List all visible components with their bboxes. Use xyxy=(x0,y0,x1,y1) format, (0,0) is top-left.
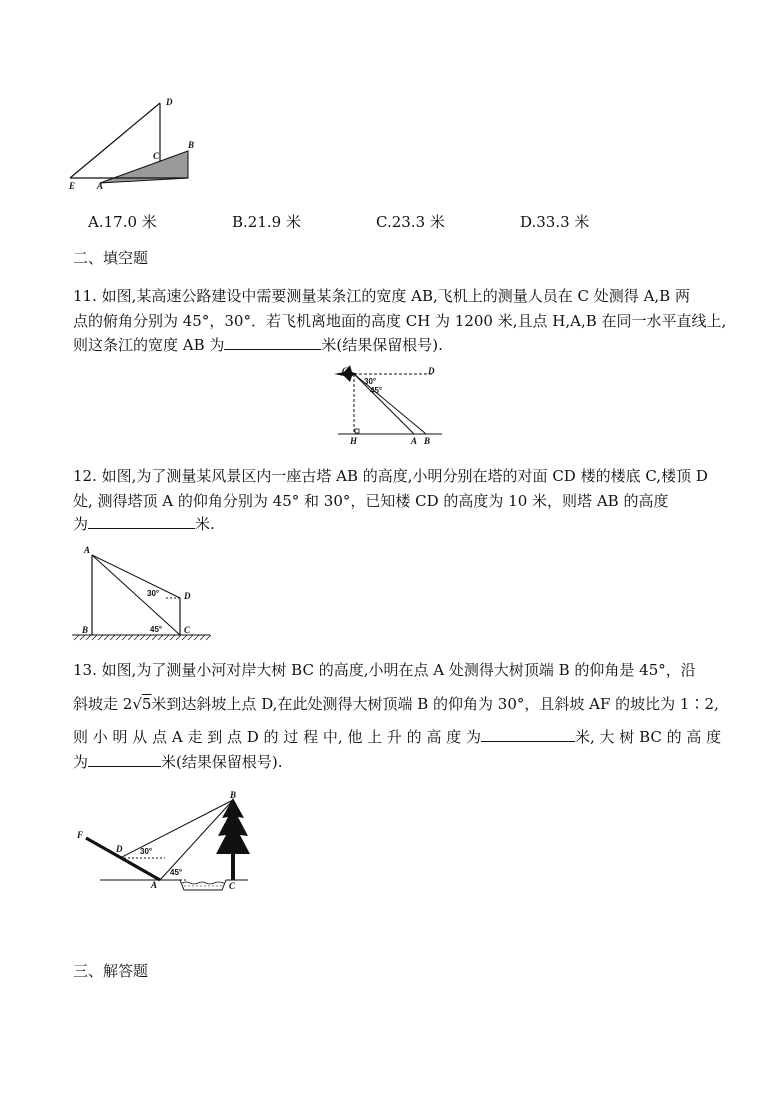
label-f: F xyxy=(77,830,84,840)
q12-line1: 12. 如图,为了测量某风景区内一座古塔 AB 的高度,小明分别在塔的对面 CD 楼的楼底 C,楼顶 D xyxy=(73,467,708,485)
q13-answer-blank-2[interactable] xyxy=(88,751,161,767)
label-d: D xyxy=(428,366,435,376)
q13-line2-pre: 斜坡走 2 xyxy=(73,695,133,713)
q11-line3-post: 米(结果保留根号). xyxy=(321,336,443,354)
option-a: A.17.0 米 xyxy=(88,213,157,231)
label-b: B xyxy=(424,436,431,446)
q11-line1: 11. 如图,某高速公路建设中需要测量某条江的宽度 AB,飞机上的测量人员在 C 处测得 A,B 两 xyxy=(73,287,690,305)
figure-q13 xyxy=(72,788,262,893)
q12-answer-blank[interactable] xyxy=(88,513,195,529)
angle-45: 45° xyxy=(370,386,383,395)
q13-line2 xyxy=(73,693,719,715)
label-h: H xyxy=(350,436,358,446)
label-a: A xyxy=(97,181,104,191)
q13-line3-post: 米, 大 树 BC 的 高 度 xyxy=(575,728,722,746)
option-b: B.21.9 米 xyxy=(232,213,301,231)
angle-45: 45° xyxy=(150,625,163,634)
label-a: A xyxy=(84,545,91,555)
q12-line3-pre: 为 xyxy=(73,515,89,533)
label-e: E xyxy=(69,181,76,191)
figure-q12-svg xyxy=(70,543,215,643)
label-d: D xyxy=(166,97,173,107)
q11-line3 xyxy=(73,334,443,356)
option-d: D.33.3 米 xyxy=(520,213,590,231)
option-c: C.23.3 米 xyxy=(376,213,445,231)
label-c: C xyxy=(184,625,191,635)
label-d: D xyxy=(184,591,191,601)
figure-q11 xyxy=(330,362,450,452)
figure-q12 xyxy=(70,543,215,643)
label-a: A xyxy=(151,880,158,890)
q13-line1: 13. 如图,为了测量小河对岸大树 BC 的高度,小明在点 A 处测得大树顶端 B 的仰角是 45°，沿 xyxy=(73,661,696,679)
q11-answer-blank[interactable] xyxy=(224,334,321,350)
label-b: B xyxy=(188,140,195,150)
q12-line3 xyxy=(73,513,215,535)
q11-line2: 点的俯角分别为 45°，30°．若飞机离地面的高度 CH 为 1200 米,且点 H,A,B 在同一水平直线上, xyxy=(73,312,727,330)
tree-icon xyxy=(216,798,250,880)
figure-q10 xyxy=(60,95,200,195)
q13-line4 xyxy=(73,751,283,773)
figure-q13-svg xyxy=(72,788,262,893)
angle-45: 45° xyxy=(170,868,183,877)
label-b: B xyxy=(82,625,89,635)
angle-30: 30° xyxy=(140,847,153,856)
angle-30: 30° xyxy=(364,377,377,386)
label-c: C xyxy=(153,151,160,161)
label-b: B xyxy=(230,790,237,800)
q13-line4-post: 米(结果保留根号). xyxy=(161,753,283,771)
section-title-fill-in: 二、填空题 xyxy=(73,249,149,267)
q12-line3-post: 米. xyxy=(195,515,215,533)
q13-line3 xyxy=(73,726,721,748)
angle-30: 30° xyxy=(147,589,160,598)
label-d: D xyxy=(116,844,123,854)
figure-q10-svg xyxy=(60,95,200,195)
q13-line4-pre: 为 xyxy=(73,753,89,771)
q13-answer-blank-1[interactable] xyxy=(481,726,575,742)
sqrt-symbol: √5 xyxy=(132,695,152,713)
q12-line2: 处, 测得塔顶 A 的仰角分别为 45° 和 30°，已知楼 CD 的高度为 10 米，则塔 AB 的高度 xyxy=(73,492,669,510)
sqrt-radicand: 5 xyxy=(141,695,152,713)
q11-line3-pre: 则这条江的宽度 AB 为 xyxy=(73,336,225,354)
section-title-answers: 三、解答题 xyxy=(73,962,149,980)
q13-line2-post: 米到达斜坡上点 D,在此处测得大树顶端 B 的仰角为 30°，且斜坡 AF 的坡比为 1∶2, xyxy=(151,695,719,713)
label-c: C xyxy=(342,366,349,376)
label-c: C xyxy=(229,881,236,891)
label-a: A xyxy=(411,436,418,446)
q13-line3-pre: 则 小 明 从 点 A 走 到 点 D 的 过 程 中, 他 上 升 的 高 度 为 xyxy=(73,728,481,746)
